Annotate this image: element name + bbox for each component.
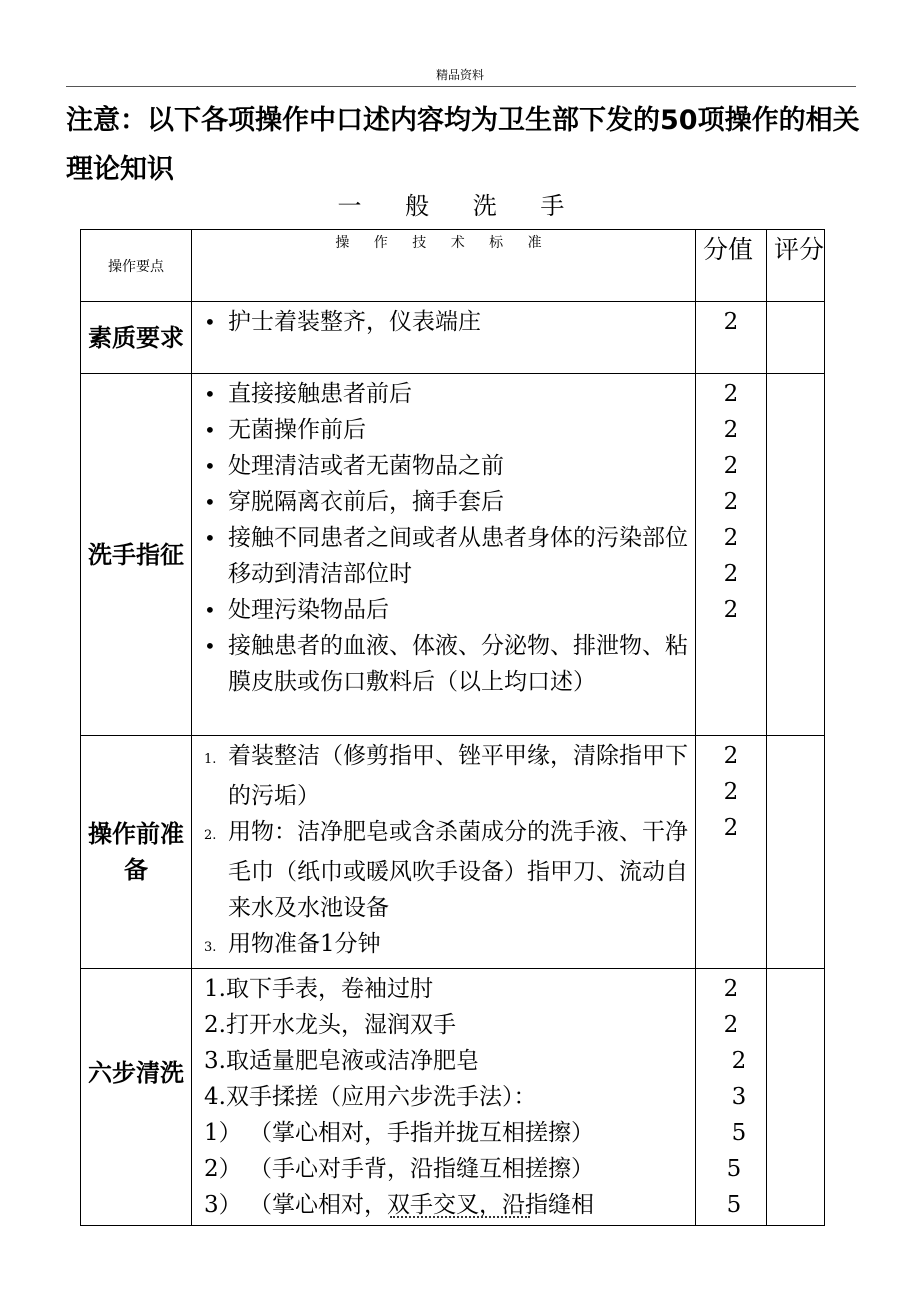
item-text: 着装整洁（修剪指甲、锉平甲缘，清除指甲下的污垢） — [228, 743, 688, 809]
standard-cell — [192, 736, 696, 969]
header-operation-point: 操作要点 — [81, 230, 192, 302]
list-item — [204, 738, 691, 814]
list-item — [204, 448, 691, 484]
list-item — [204, 484, 691, 520]
score-value: 2 — [723, 597, 739, 623]
score-cell — [696, 736, 767, 969]
grade-cell — [767, 969, 825, 1226]
score-value: 2 — [723, 309, 739, 335]
score-value: 2 — [723, 417, 739, 443]
list-item — [204, 926, 691, 966]
list-item: 3） （掌心相对，双手交叉，沿指缝相 — [204, 1192, 594, 1218]
category-cell: 六步清洗 — [81, 969, 192, 1226]
item-text: 用物：洁净肥皂或含杀菌成分的洗手液、干净毛巾（纸巾或暖风吹手设备）指甲刀、流动自来水及水池设备 — [228, 819, 688, 921]
list-item — [204, 520, 691, 592]
score-value: 2 — [723, 525, 739, 551]
score-value: 5 — [726, 1156, 742, 1182]
table-header-row — [81, 230, 825, 302]
list-item — [204, 376, 691, 412]
item-text: 接触不同患者之间或者从患者身体的污染部位移动到清洁部位时 — [228, 525, 688, 587]
score-cell — [696, 969, 767, 1226]
bullet-icon: • — [204, 418, 216, 442]
list-item: 1） （掌心相对，手指并拢互相搓擦） — [204, 1120, 594, 1146]
score-value: 2 — [723, 561, 739, 587]
bullet-icon: • — [204, 598, 216, 622]
list-item: 3.取适量肥皂液或洁净肥皂 — [204, 1048, 479, 1074]
category-cell: 操作前准备 — [81, 736, 192, 969]
item-text: 穿脱隔离衣前后，摘手套后 — [228, 489, 504, 515]
item-number: 3. — [204, 940, 217, 955]
list-item: 2） （手心对手背，沿指缝互相搓擦） — [204, 1156, 594, 1182]
procedure-table — [80, 229, 825, 1226]
item-text: 处理清洁或者无菌物品之前 — [228, 453, 504, 479]
grade-cell — [767, 736, 825, 969]
score-value: 2 — [723, 381, 739, 407]
bullet-icon: • — [204, 490, 216, 514]
document-title: 一 般 洗 手 — [337, 192, 583, 220]
category-cell: 洗手指征 — [81, 374, 192, 736]
score-cell — [696, 374, 767, 736]
item-text: 用物准备1分钟 — [228, 931, 381, 957]
item-text: 直接接触患者前后 — [228, 381, 412, 407]
table-row — [81, 969, 825, 1226]
item-text: 处理污染物品后 — [228, 597, 389, 623]
item-text: 接触患者的血液、体液、分泌物、排泄物、粘膜皮肤或伤口敷料后（以上均口述） — [228, 633, 688, 695]
header-rule — [66, 86, 856, 87]
bullet-icon: • — [204, 310, 216, 334]
list-item — [204, 304, 691, 340]
score-value: 5 — [726, 1192, 742, 1218]
score-value: 3 — [731, 1084, 747, 1110]
bullet-icon: • — [204, 382, 216, 406]
table-row — [81, 736, 825, 969]
grade-cell — [767, 302, 825, 374]
notice-text: 注意：以下各项操作中口述内容均为卫生部下发的50项操作的相关理论知识 — [66, 105, 860, 185]
bullet-icon: • — [204, 634, 216, 658]
score-value: 2 — [723, 743, 739, 769]
score-value: 2 — [723, 1012, 739, 1038]
header-label: 精品资料 — [435, 68, 484, 82]
item-text: 护士着装整齐，仪表端庄 — [228, 309, 481, 335]
standard-cell — [192, 969, 696, 1226]
page-bottom-divider — [390, 1216, 530, 1218]
bullet-icon: • — [204, 526, 216, 550]
list-item: 4.双手揉搓（应用六步洗手法）： — [204, 1084, 537, 1110]
list-item — [204, 814, 691, 926]
header-grade: 评分 — [767, 230, 825, 302]
score-value: 2 — [731, 1048, 747, 1074]
list-item — [204, 628, 691, 700]
score-value: 2 — [723, 976, 739, 1002]
score-cell — [696, 302, 767, 374]
list-item — [204, 412, 691, 448]
score-value: 2 — [723, 815, 739, 841]
table-row — [81, 302, 825, 374]
category-cell: 素质要求 — [81, 302, 192, 374]
standard-cell — [192, 374, 696, 736]
header-score: 分值 — [696, 230, 767, 302]
score-value: 5 — [731, 1120, 747, 1146]
grade-cell — [767, 374, 825, 736]
score-value: 2 — [723, 453, 739, 479]
score-value: 2 — [723, 779, 739, 805]
bullet-icon: • — [204, 454, 216, 478]
list-item: 1.取下手表，卷袖过肘 — [204, 976, 433, 1002]
score-value: 2 — [723, 489, 739, 515]
item-text: 无菌操作前后 — [228, 417, 366, 443]
item-number: 2. — [204, 828, 217, 843]
table-row — [81, 374, 825, 736]
list-item: 2.打开水龙头，湿润双手 — [204, 1012, 456, 1038]
item-number: 1. — [204, 752, 217, 767]
list-item — [204, 592, 691, 628]
header-technical-standard: 操 作 技 术 标 准 — [192, 230, 696, 302]
standard-cell — [192, 302, 696, 374]
